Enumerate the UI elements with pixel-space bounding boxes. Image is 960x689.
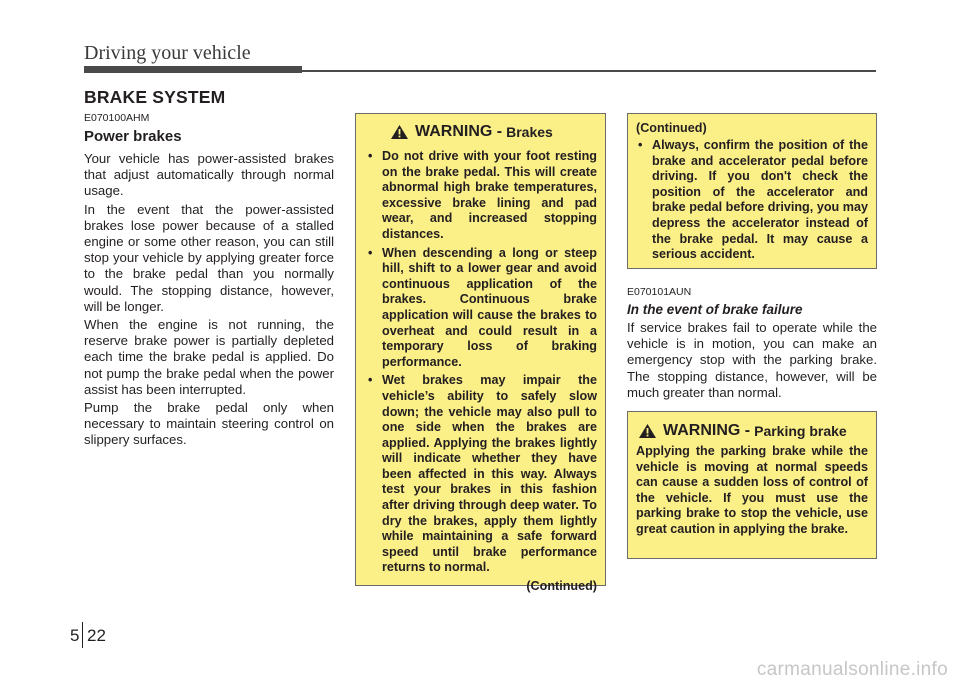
header-rule-thin	[302, 70, 876, 72]
warning-list	[366, 149, 597, 576]
page-number-divider	[82, 622, 83, 648]
list-item-text: Always, confirm the position of the brake and accelerator pedal before driving. If you don't check the position of the accelerator and brake pedal before driving, you may depress the accelerator instead of the brake pedal. It may cause a serious accident.	[652, 138, 868, 262]
paragraph: Pump the brake pedal only when necessary to maintain steering control on slippery surfaces.	[84, 400, 334, 448]
bullet: •	[368, 149, 373, 163]
list-item	[366, 246, 597, 371]
list-item-text: Do not drive with your foot resting on the brake pedal. This will create abnormal high brake temperatures, excessive brake lining and pad wear, and increased stopping distances.	[382, 149, 597, 241]
paragraph: If service brakes fail to operate while the vehicle is in motion, you can make an emergency stop with the parking brake. The stopping distance, however, will be much greater than normal.	[627, 320, 877, 400]
header-rule-thick	[84, 66, 302, 73]
warning-icon	[391, 125, 408, 139]
paragraph: Your vehicle has power-assisted brakes that adjust automatically through normal usage.	[84, 151, 334, 199]
paragraph: In the event that the power-assisted brakes lose power because of a stalled engine or some other reason, you can still stop your vehicle by applying greater force to the brake pedal than you normally would. The stopping distance, however, will be longer.	[84, 201, 334, 314]
warning-box-continued	[627, 113, 877, 269]
section-code: E070101AUN	[627, 286, 692, 298]
bullet: •	[638, 138, 643, 152]
power-brakes-column	[84, 111, 334, 451]
continued-label: (Continued)	[636, 121, 707, 135]
warning-header	[391, 123, 597, 141]
bullet: •	[368, 373, 373, 388]
warning-label: WARNING -	[415, 123, 503, 140]
section-title: BRAKE SYSTEM	[84, 87, 226, 107]
warning-box-parking-brake	[627, 411, 877, 559]
paragraph: When the engine is not running, the reserve brake power is partially depleted each time the brake pedal is applied. Do not pump the brake pedal when the power assist has been interrupted.	[84, 317, 334, 397]
warning-topic: Brakes	[506, 124, 553, 140]
section-code: E070100AHM	[84, 112, 150, 124]
warning-topic: Parking brake	[754, 423, 847, 439]
list-item-text: When descending a long or steep hill, shift to a lower gear and avoid continuous application of the brakes. Continuous brake application will cause the brakes to overheat and could result in a temporary loss of braking performance.	[382, 245, 597, 369]
list-item	[636, 138, 868, 263]
warning-label: WARNING -	[663, 422, 751, 439]
list-item	[366, 373, 597, 576]
bullet: •	[368, 245, 373, 260]
continued-label: (Continued)	[526, 579, 597, 594]
list-item	[366, 149, 597, 243]
list-item-text: Wet brakes may impair the vehicle’s ability to safely slow down; the vehicle may also pull to one side when the brakes are applied. Applying the brakes lightly will indicate whether they have been affected in this way. Always test your brakes in this fashion after driving through deep water. To dry the brakes, apply them lightly while maintaining a safe forward speed until brake performance returns to normal.	[382, 373, 597, 575]
warning-list	[636, 138, 868, 263]
watermark: carmanualsonline.info	[756, 659, 948, 680]
warning-icon	[639, 424, 656, 438]
section-number: 5	[70, 626, 80, 645]
warning-body: Applying the parking brake while the vehicle is moving at normal speeds can cause a sudden loss of control of the vehicle. If you must use the parking brake to stop the vehicle, use great caution in applying the brake.	[636, 444, 868, 536]
power-brakes-heading: Power brakes	[84, 128, 182, 145]
chapter-title: Driving your vehicle	[84, 42, 251, 64]
brake-failure-column	[627, 285, 877, 403]
brake-failure-heading: In the event of brake failure	[627, 302, 803, 317]
page-number: 22	[87, 626, 106, 645]
warning-header	[639, 422, 868, 440]
warning-box-brakes	[355, 113, 606, 594]
